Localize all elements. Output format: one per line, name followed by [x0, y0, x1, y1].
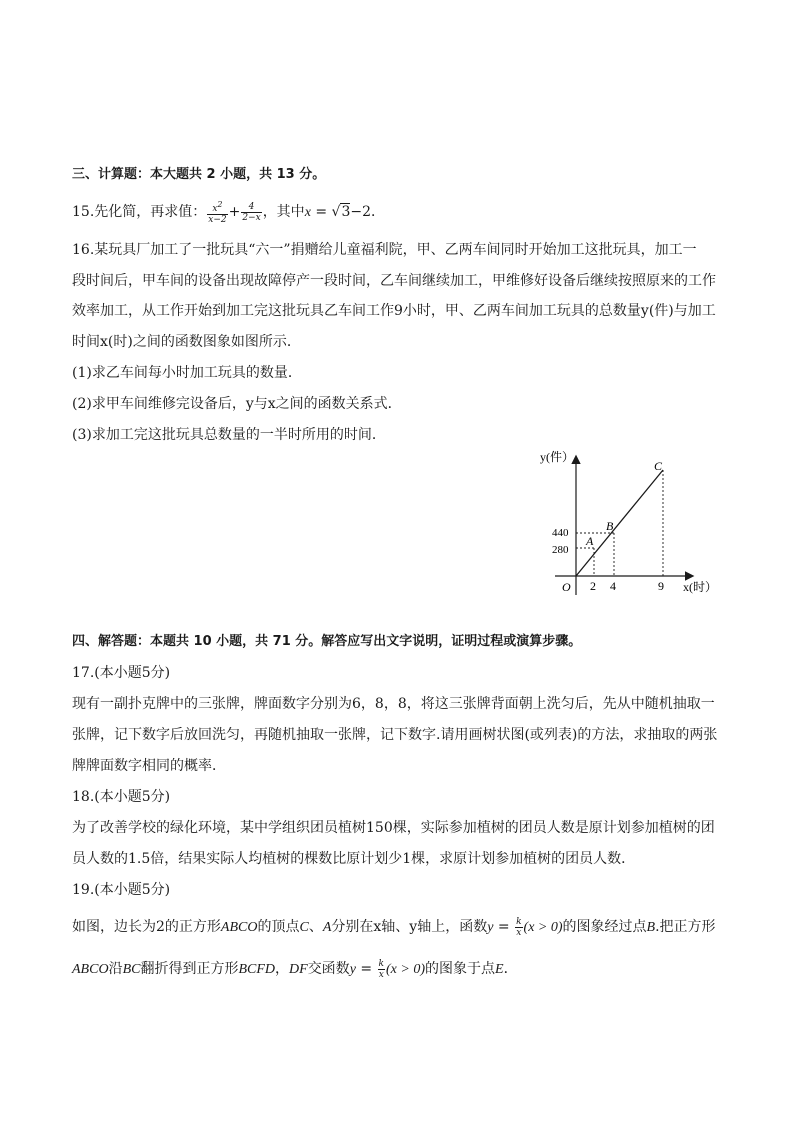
q15-fraction-2: [241, 202, 261, 223]
q19-l1-l: B: [646, 920, 656, 935]
q19-l2-n: ．: [503, 961, 518, 977]
q19-l1-j: (x > 0): [523, 920, 563, 935]
point-c-label: C: [654, 459, 663, 473]
q15-mid: ，其中: [262, 204, 305, 220]
q17-line-3: 牌牌面数字相同的概率．: [72, 758, 226, 774]
q19-line-1: [72, 914, 722, 940]
q19-line-2: [72, 956, 722, 982]
q15-radicand: 3: [341, 204, 351, 220]
point-a-label: A: [586, 534, 594, 548]
x-tick-9: 9: [658, 579, 664, 593]
point-b-label: B: [606, 519, 614, 533]
q15-fraction-1: [207, 200, 227, 225]
q19-f1-denominator: x: [516, 927, 522, 938]
q17-line-2: 张牌，记下数字后放回洗匀，再随机抽取一张牌，记下数字.请用画树状图(或列表)的方法，求抽取的两张: [72, 727, 718, 743]
q19-l1-c: 的顶点: [257, 919, 300, 935]
q16-line-3: 效率加工，从工作开始到加工完这批玩具乙车间工作9小时，甲、乙两车间加工玩具的总数量y(件)与加工: [72, 303, 716, 319]
q17-line-1: 现有一副扑克牌中的三张牌，牌面数字分别为6，8，8，将这三张牌背面朝上洗匀后，先从中随机抽取一: [72, 696, 715, 712]
q19-l1-f: A: [322, 920, 332, 935]
q15-eq: =: [310, 204, 332, 220]
x-tick-4: 4: [610, 579, 616, 593]
section-3-header: 三、计算题：本大题共 2 小题，共 13 分。: [72, 167, 326, 182]
q16-line-2: 段时间后，甲车间的设备出现故障停产一段时间，乙车间继续加工，甲维修好设备后继续按照原来的工作: [72, 273, 716, 289]
q17-title: 17.(本小题5分): [72, 665, 171, 681]
q19-l2-f: ，: [275, 961, 290, 977]
q19-l2-i: y: [349, 962, 356, 977]
q15-tail: −2．: [350, 204, 386, 220]
q19-l2-d: 翻折得到正方形: [140, 961, 239, 977]
q19-l1-b: ABCO: [220, 920, 258, 935]
q19-f2-numerator: k: [378, 958, 385, 969]
q19-l1-d: C: [299, 920, 309, 935]
function-line: [576, 470, 663, 576]
y-axis-label: y(件）: [540, 450, 574, 464]
q16-part-1: (1)求乙车间每小时加工玩具的数量．: [72, 365, 302, 381]
origin-label: O: [562, 580, 571, 594]
q16-line-4: 时间x(时)之间的函数图象如图所示．: [72, 334, 301, 350]
q19-l2-k: (x > 0): [386, 962, 426, 977]
q19-l1-a: 如图，边长为2的正方形: [72, 919, 221, 935]
q18-line-2: 员人数的1.5倍，结果实际人均植树的棵数比原计划少1棵，求原计划参加植树的团员人数．: [72, 851, 636, 867]
q19-f1-numerator: k: [516, 916, 522, 927]
q16-part-2: (2)求甲车间维修完设备后，y与x之间的函数关系式．: [72, 396, 402, 412]
y-tick-280: 280: [552, 544, 569, 556]
sqrt-icon: √: [331, 204, 341, 220]
q19-l2-j: =: [355, 961, 377, 977]
q19-f2-denominator: x: [378, 969, 384, 980]
q15-f1-denominator: x−2: [208, 214, 227, 225]
q19-l2-b: 沿: [108, 961, 123, 977]
q15-f2-denominator: 2−x: [242, 212, 261, 223]
q15-var: x: [304, 205, 311, 220]
q15-prefix: 15.先化简，再求值：: [72, 204, 207, 220]
x-tick-2: 2: [590, 579, 596, 593]
y-tick-440: 440: [552, 527, 569, 539]
q19-l2-g: DF: [289, 962, 308, 977]
q19-l2-a: ABCO: [72, 962, 109, 977]
q19-l1-k: 的图象经过点: [562, 919, 647, 935]
q15-f1-numerator: x: [212, 203, 218, 214]
q18-title: 18.(本小题5分): [72, 789, 171, 805]
q19-l1-h: y: [487, 920, 494, 935]
section-4-header: 四、解答题：本题共 10 小题，共 71 分。解答应写出文字说明，证明过程或演算步骤。: [72, 634, 582, 649]
q19-l2-c: BC: [122, 962, 141, 977]
q19-title: 19.(本小题5分): [72, 882, 171, 898]
function-graph: [520, 445, 730, 605]
q16-part-3: (3)求加工完这批玩具总数量的一半时所用的时间．: [72, 427, 386, 443]
question-15: [72, 199, 722, 225]
q19-l1-g: 分别在x轴、y轴上，函数: [331, 919, 488, 935]
q19-fraction-1: [515, 917, 522, 938]
q19-l1-m: .把正方形: [655, 919, 716, 935]
x-axis-label: x(时）: [683, 580, 717, 594]
q19-l2-e: BCFD: [238, 962, 276, 977]
q16-line-1: 16.某玩具厂加工了一批玩具“六一”捐赠给儿童福利院，甲、乙两车间同时开始加工这批玩具，加工一: [72, 242, 697, 258]
q19-l1-i: =: [493, 919, 515, 935]
q18-line-1: 为了改善学校的绿化环境，某中学组织团员植树150棵，实际参加植树的团员人数是原计划参加植树的团: [72, 820, 715, 836]
q19-l2-l: 的图象于点: [425, 961, 496, 977]
q19-l1-e: 、: [308, 919, 323, 935]
q19-l2-m: E: [495, 962, 504, 977]
q15-plus: +: [228, 204, 241, 220]
q15-f2-numerator: 4: [241, 202, 261, 213]
q19-l2-h: 交函数: [307, 961, 350, 977]
q15-f1-exponent: 2: [217, 199, 223, 209]
q19-fraction-2: [378, 959, 385, 980]
